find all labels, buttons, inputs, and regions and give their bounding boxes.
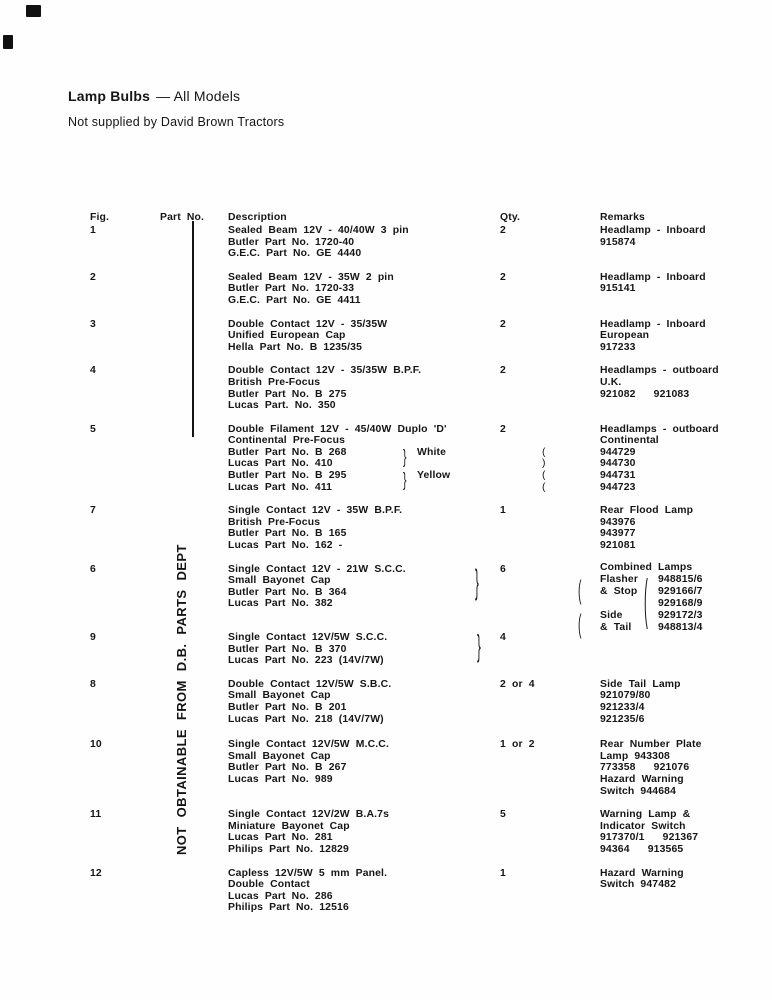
remark-line: 921079/80: [600, 690, 651, 702]
description-cell: [228, 809, 500, 855]
remark-line: Headlamp - Inboard: [600, 224, 706, 236]
table-row: [90, 632, 772, 667]
qty-cell: 1 or 2: [500, 739, 535, 751]
part-number: 944729: [600, 446, 636, 458]
brace-glyph: ): [542, 458, 546, 470]
brace-glyph: (: [542, 470, 546, 482]
remark-line: [542, 458, 772, 470]
part-number: 929168/9: [658, 597, 703, 609]
desc-line: Lucas Part No. 223 (14V/7W): [228, 655, 384, 667]
fig-number: 12: [90, 867, 102, 879]
description-cell: [228, 632, 500, 667]
description-cell: [228, 272, 500, 307]
fig-number: 5: [90, 423, 96, 435]
table-row: [90, 424, 772, 494]
page-subtitle: Not supplied by David Brown Tractors: [68, 115, 285, 129]
remark-line: 773358 921076: [600, 762, 690, 774]
desc-line: Small Bayonet Cap: [228, 690, 331, 702]
desc-line: Small Bayonet Cap: [228, 750, 331, 762]
qty-cell: 2: [500, 365, 506, 377]
desc-line: Lucas Part No. 162 -: [228, 540, 343, 552]
brace-glyph: (: [542, 481, 546, 493]
remark-line: Switch 947482: [600, 879, 676, 891]
fig-number: 1: [90, 224, 96, 236]
part-number: 929166/7: [658, 585, 703, 597]
desc-line: Lucas Part. No. 350: [228, 400, 336, 412]
fig-number: 2: [90, 271, 96, 283]
desc-line: Single Contact 12V/5W M.C.C.: [228, 739, 389, 751]
desc-line: Butler Part No. B 268: [228, 446, 347, 458]
desc-line: Butler Part No. B 201: [228, 701, 347, 713]
desc-line: Butler Part No. 1720-33: [228, 283, 355, 295]
desc-line: Sealed Beam 12V - 40/40W 3 pin: [228, 224, 409, 236]
lamp-group-label: & Stop: [600, 585, 638, 597]
remark-line: Side Tail Lamp: [600, 678, 681, 690]
remark-line: Headlamp - Inboard: [600, 318, 706, 330]
desc-line: Philips Part No. 12516: [228, 902, 349, 914]
description-cell: [228, 505, 500, 551]
remark-line: [542, 470, 772, 482]
fig-number: 11: [90, 809, 102, 821]
col-header-qty: Qty.: [500, 212, 521, 223]
remark-line: Combined Lamps: [600, 561, 693, 573]
desc-line: Butler Part No. B 295: [228, 470, 347, 482]
col-header-fig: Fig.: [90, 212, 110, 223]
remarks-cell: [600, 319, 772, 354]
remark-line: Headlamps - outboard: [600, 365, 719, 377]
remark-line: Warning Lamp &: [600, 809, 691, 821]
yellow-label: Yellow: [417, 469, 451, 481]
page-title: [68, 88, 240, 104]
desc-line: Continental Pre-Focus: [228, 435, 345, 447]
brace-glyph: }: [403, 447, 407, 469]
lamp-group-label: Side: [600, 609, 623, 621]
brace-glyph: }: [477, 633, 481, 665]
desc-line: Small Bayonet Cap: [228, 575, 331, 587]
remark-line: 921233/4: [600, 701, 645, 713]
description-cell: [228, 564, 500, 610]
fig-number: 4: [90, 365, 96, 377]
parts-table: [90, 212, 772, 926]
lamp-group-label: Flasher: [600, 573, 639, 585]
brace-glyph: (: [578, 611, 582, 641]
fig-number: 10: [90, 739, 102, 751]
lamp-group-label: & Tail: [600, 621, 632, 633]
table-row: [90, 505, 772, 551]
fig-number: 3: [90, 318, 96, 330]
brace-glyph: (: [578, 577, 582, 607]
desc-line: Single Contact 12V/2W B.A.7s: [228, 809, 390, 821]
desc-line: Lucas Part No. 218 (14V/7W): [228, 713, 384, 725]
table-row: [90, 868, 772, 914]
table-row: [90, 679, 772, 725]
part-number: 944731: [600, 470, 636, 482]
remark-line: 921082 921083: [600, 388, 690, 400]
desc-line: Philips Part No. 12829: [228, 843, 349, 855]
qty-cell: 2: [500, 423, 506, 435]
desc-line: Single Contact 12V/5W S.C.C.: [228, 632, 388, 644]
fig-number: 6: [90, 563, 96, 575]
remark-line: Indicator Switch: [600, 820, 686, 832]
remark-line: [542, 481, 772, 494]
fig-number: 7: [90, 505, 96, 517]
brace-glyph: }: [403, 470, 407, 492]
col-header-description: Description: [228, 212, 287, 223]
desc-line: Single Contact 12V - 35W B.P.F.: [228, 505, 403, 517]
desc-line: Lucas Part No. 410: [228, 458, 333, 470]
description-cell: [228, 739, 500, 785]
remarks-cell: [600, 225, 772, 248]
remarks-cell: [542, 423, 772, 494]
description-cell: [228, 868, 500, 914]
desc-line: Double Contact 12V/5W S.B.C.: [228, 678, 392, 690]
remark-line: Headlamp - Inboard: [600, 271, 706, 283]
brace-glyph: (: [644, 574, 648, 633]
not-obtainable-note: NOT OBTAINABLE FROM D.B. PARTS DEPT: [174, 544, 189, 855]
remark-line: Headlamps - outboard: [600, 423, 719, 435]
col-header-remarks: Remarks: [600, 212, 645, 223]
remark-line: U.K.: [600, 376, 622, 388]
qty-value: 6: [500, 563, 506, 575]
remark-line: 917233: [600, 341, 636, 353]
part-number: 948813/4: [658, 621, 703, 633]
part-number: 929172/3: [658, 609, 703, 621]
remarks-cell: [600, 809, 772, 855]
desc-line: Butler Part No. B 370: [228, 643, 347, 655]
qty-cell: 5: [500, 809, 506, 821]
remarks-cell: [600, 272, 772, 295]
qty-cell: [477, 632, 600, 665]
part-number: 944730: [600, 458, 636, 470]
scan-artifact-icon: [3, 35, 13, 49]
remark-line: Hazard Warning: [600, 867, 684, 879]
fig-number: 9: [90, 632, 96, 644]
desc-line: Hella Part No. B 1235/35: [228, 341, 362, 353]
remark-line: 921235/6: [600, 713, 645, 725]
desc-line: Butler Part No. B 364: [228, 586, 347, 598]
desc-line: Lucas Part No. 286: [228, 890, 333, 902]
table-row: [90, 809, 772, 855]
table-row: [90, 739, 772, 797]
remark-line: Switch 944684: [600, 785, 676, 797]
desc-line: Miniature Bayonet Cap: [228, 820, 350, 832]
desc-line: G.E.C. Part No. GE 4411: [228, 294, 361, 306]
desc-line: Lucas Part No. 281: [228, 832, 333, 844]
description-cell: [228, 319, 500, 354]
desc-line: Butler Part No. B 165: [228, 528, 347, 540]
desc-line: Butler Part No. B 267: [228, 762, 347, 774]
qty-cell: [475, 563, 600, 603]
remark-line: Hazard Warning: [600, 773, 684, 785]
remark-line: Rear Flood Lamp: [600, 505, 694, 517]
remarks-cell: [600, 739, 772, 797]
table-row: [90, 319, 772, 354]
remark-line: 915141: [600, 283, 636, 295]
qty-value: 4: [500, 632, 506, 644]
remarks-cell: [600, 679, 772, 725]
remarks-cell: [600, 365, 772, 400]
remark-line: Continental: [600, 435, 659, 447]
remarks-cell: [600, 868, 772, 891]
remark-line: 917370/1 921367: [600, 832, 699, 844]
desc-line: Butler Part No. 1720-40: [228, 236, 355, 248]
qty-cell: 2: [500, 271, 506, 283]
description-cell: [228, 679, 500, 725]
col-header-part-no: Part No.: [160, 212, 205, 223]
remark-line: 943976: [600, 516, 636, 528]
desc-line: Double Filament 12V - 45/40W Duplo 'D': [228, 423, 447, 435]
remark-line: 943977: [600, 528, 636, 540]
brace-glyph: }: [475, 566, 479, 603]
remark-line: [542, 446, 772, 459]
description-cell: [228, 365, 500, 411]
desc-line: Sealed Beam 12V - 35W 2 pin: [228, 271, 394, 283]
desc-line: G.E.C. Part No. GE 4440: [228, 248, 362, 260]
desc-line: Unified European Cap: [228, 330, 346, 342]
table-row: [90, 365, 772, 411]
desc-line: Butler Part No. B 275: [228, 388, 347, 400]
page-title-rest: — All Models: [156, 88, 241, 104]
remark-line: European: [600, 330, 650, 342]
desc-line: Lucas Part No. 989: [228, 773, 333, 785]
desc-line: British Pre-Focus: [228, 516, 321, 528]
desc-line: Lucas Part No. 382: [228, 598, 333, 610]
part-number: 948815/6: [658, 573, 703, 585]
remark-line: Lamp 943308: [600, 750, 670, 762]
white-label: White: [417, 446, 447, 458]
remark-line: 94364 913565: [600, 843, 684, 855]
page-title-main: Lamp Bulbs: [68, 88, 151, 104]
desc-line: Capless 12V/5W 5 mm Panel.: [228, 867, 388, 879]
desc-line: Double Contact: [228, 879, 310, 891]
desc-line: Double Contact 12V - 35/35W B.P.F.: [228, 365, 422, 377]
desc-line: British Pre-Focus: [228, 376, 321, 388]
qty-cell: 1: [500, 505, 506, 517]
table-row: [90, 272, 772, 307]
remarks-cell: [600, 505, 772, 551]
table-header-row: [90, 212, 772, 224]
qty-cell: 2: [500, 318, 506, 330]
desc-line: Double Contact 12V - 35/35W: [228, 318, 388, 330]
qty-cell: 2: [500, 224, 506, 236]
description-cell: [228, 424, 500, 494]
part-number: 944723: [600, 481, 636, 493]
desc-line: Lucas Part No. 411: [228, 481, 333, 493]
color-annotation: [403, 424, 493, 494]
remark-line: Rear Number Plate: [600, 739, 702, 751]
remark-line: 915874: [600, 236, 636, 248]
brace-glyph: (: [542, 446, 546, 458]
description-cell: [228, 225, 500, 260]
scan-artifact-icon: [26, 5, 41, 17]
desc-line: Single Contact 12V - 21W S.C.C.: [228, 563, 406, 575]
table-row: [90, 225, 772, 260]
qty-cell: 2 or 4: [500, 678, 535, 690]
fig-number: 8: [90, 678, 96, 690]
qty-cell: 1: [500, 867, 506, 879]
remark-line: 921081: [600, 540, 636, 552]
